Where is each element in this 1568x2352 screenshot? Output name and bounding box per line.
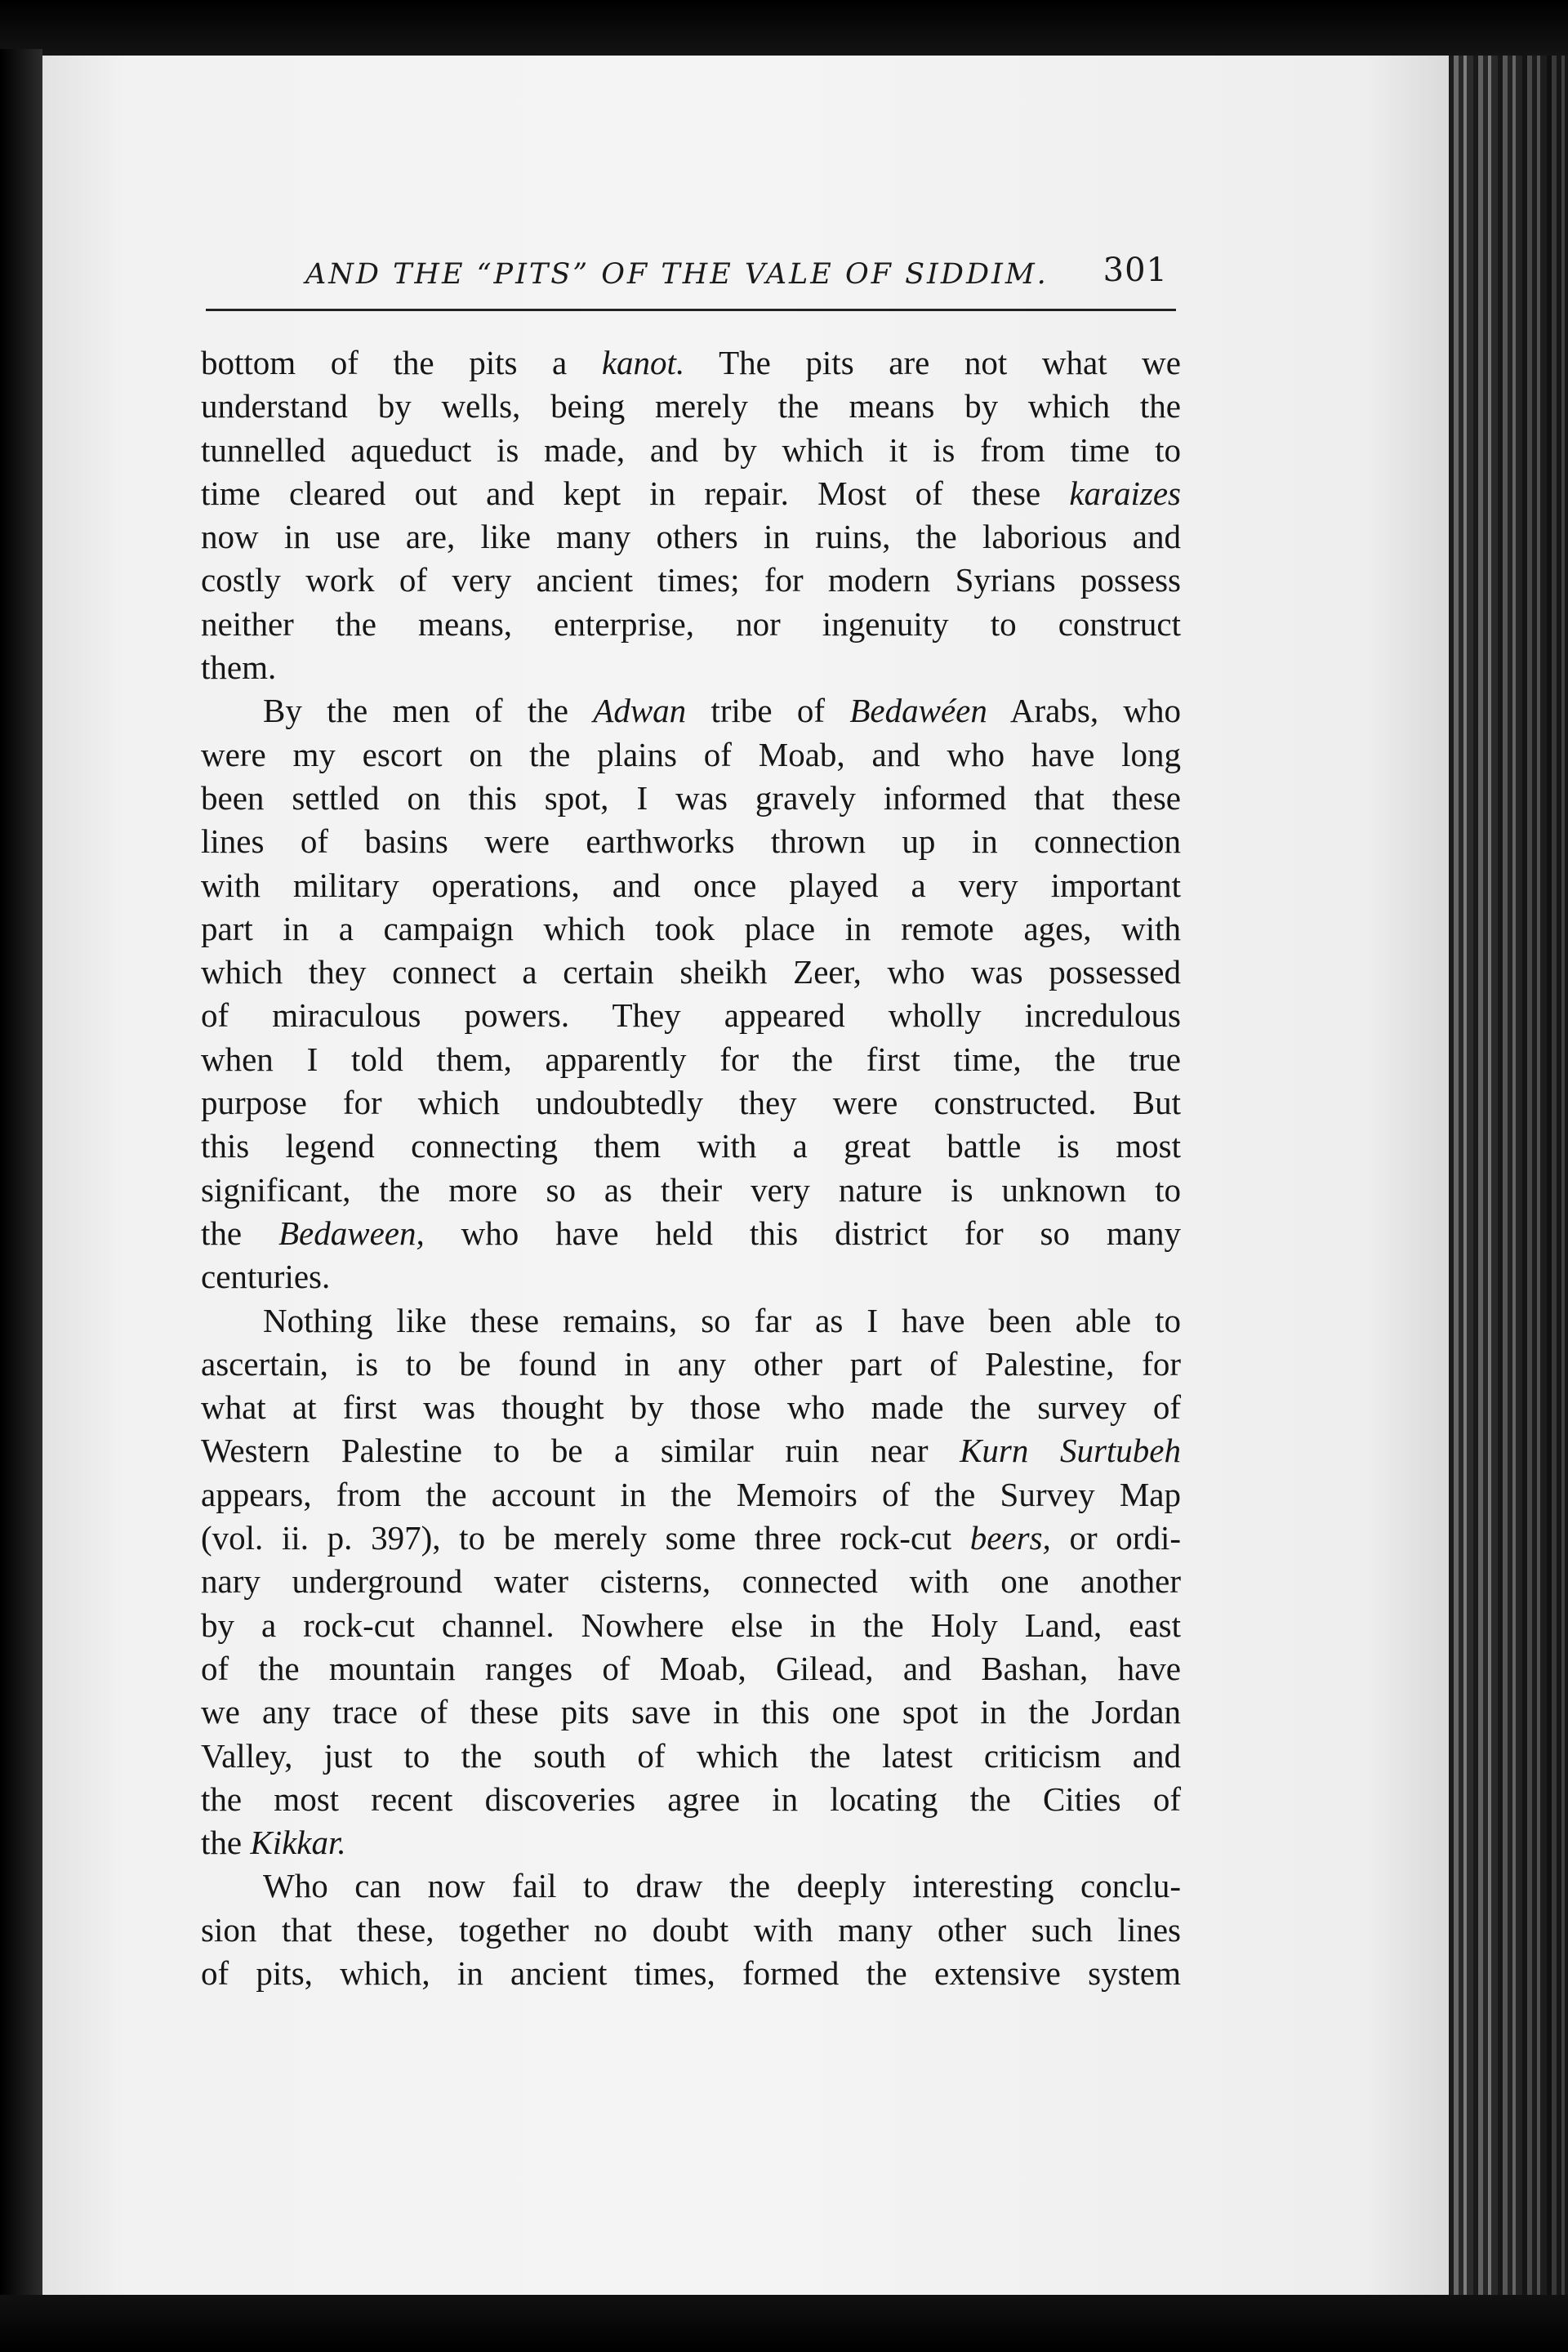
text-run: bottom of the pits a	[201, 344, 602, 381]
text-run: we any trace of these pits save in this one spot in the Jordan	[201, 1693, 1181, 1731]
text-line	[201, 1864, 1181, 1908]
text-run: Valley, just to the south of which the latest criticism and	[201, 1736, 1181, 1775]
text-run: By the men of the	[263, 692, 594, 730]
text-run: with military operations, and once played a very important	[201, 866, 1181, 904]
text-line	[201, 559, 1181, 602]
text-run: by a rock-cut channel. Nowhere else in the Holy Land, east	[201, 1606, 1181, 1644]
text-line	[201, 1778, 1181, 1821]
text-run: the	[201, 1214, 278, 1252]
text-run: them.	[201, 648, 277, 687]
paragraph	[201, 1299, 1181, 1865]
text-run: which they connect a certain sheikh Zeer, who was possessed	[201, 953, 1181, 991]
text-line	[201, 1647, 1181, 1690]
italic-text: Adwan	[593, 692, 687, 730]
text-line	[201, 1429, 1181, 1472]
text-run: time cleared out and kept in repair. Most of these	[201, 474, 1070, 512]
text-run: lines of basins were earthworks thrown up in connection	[201, 822, 1181, 861]
text-run: (vol. ii. p. 397), to be merely some three rock-cut	[201, 1519, 970, 1557]
text-line	[201, 1821, 1181, 1864]
text-line	[201, 472, 1181, 515]
text-line	[201, 907, 1181, 951]
text-line	[201, 1038, 1181, 1081]
text-line	[201, 733, 1181, 777]
book-gutter-shadow	[0, 49, 42, 2303]
text-run: purpose for which undoubtedly they were constructed. But	[201, 1084, 1181, 1122]
italic-text: beers,	[969, 1519, 1051, 1557]
body-text	[201, 341, 1181, 1995]
text-line	[201, 646, 1181, 689]
text-line	[201, 1343, 1181, 1386]
text-line	[201, 1560, 1181, 1603]
text-run: appears, from the account in the Memoirs of the Survey Map	[201, 1475, 1181, 1513]
text-run: or ordi-	[1050, 1519, 1181, 1557]
text-run: costly work of very ancient times; for modern Syrians possess	[201, 561, 1181, 599]
text-line	[201, 1909, 1181, 1952]
text-run: The pits are not what we	[684, 344, 1181, 381]
text-run: when I told them, apparently for the first time, the true	[201, 1040, 1181, 1078]
text-line	[201, 603, 1181, 646]
italic-text: Bedawéen	[849, 692, 987, 730]
italic-text: Bedaween,	[278, 1214, 425, 1252]
paragraph	[201, 689, 1181, 1298]
text-line	[201, 1517, 1181, 1560]
text-run: the	[201, 1824, 251, 1862]
text-line	[201, 689, 1181, 733]
text-run: were my escort on the plains of Moab, and who have long	[201, 735, 1181, 773]
text-line	[201, 385, 1181, 428]
text-run: significant, the more so as their very nature is unknown to	[201, 1170, 1181, 1209]
text-run: sion that these, together no doubt with many other such lines	[201, 1910, 1181, 1949]
text-line	[201, 1690, 1181, 1734]
text-line	[201, 1952, 1181, 1995]
text-run: ascertain, is to be found in any other part of Palestine, for	[201, 1344, 1181, 1383]
running-title: AND THE “PITS” OF THE VALE OF SIDDIM.	[305, 258, 1049, 291]
text-line	[201, 429, 1181, 472]
page-number: 301	[1102, 252, 1168, 289]
text-run: of the mountain ranges of Moab, Gilead, and Bashan, have	[201, 1649, 1181, 1687]
text-line	[201, 994, 1181, 1037]
text-run: Arabs, who	[987, 692, 1181, 730]
text-line	[201, 820, 1181, 863]
text-line	[201, 864, 1181, 907]
text-line	[201, 1735, 1181, 1778]
italic-text: Kikkar.	[250, 1824, 346, 1862]
text-run: understand by wells, being merely the means by which the	[201, 387, 1181, 425]
text-line	[201, 1473, 1181, 1517]
text-line	[201, 1604, 1181, 1647]
text-line	[201, 1299, 1181, 1343]
paragraph	[201, 341, 1181, 689]
text-run: of miraculous powers. They appeared wholly incredulous	[201, 996, 1181, 1035]
text-run: this legend connecting them with a great battle is most	[201, 1127, 1181, 1165]
text-run: tunnelled aqueduct is made, and by which it is from time to	[201, 430, 1181, 469]
text-run: Who can now fail to draw the deeply interesting conclu-	[263, 1867, 1181, 1905]
text-line	[201, 515, 1181, 559]
italic-text: kanot.	[601, 344, 685, 381]
italic-text: Kurn Surtubeh	[960, 1432, 1181, 1470]
text-line	[201, 1081, 1181, 1125]
text-line	[201, 1212, 1181, 1255]
page-edges-shadow	[1449, 56, 1568, 2310]
text-run: tribe of	[686, 692, 850, 730]
text-run: nary underground water cisterns, connected with one another	[201, 1562, 1181, 1601]
text-run: of pits, which, in ancient times, formed the extensive system	[201, 1953, 1181, 1992]
text-line	[201, 1386, 1181, 1429]
text-run: Western Palestine to be a similar ruin near	[201, 1432, 960, 1470]
text-line	[201, 1125, 1181, 1168]
running-head	[196, 242, 1176, 307]
text-run: neither the means, enterprise, nor ingenuity to construct	[201, 604, 1181, 643]
scan-top-shadow	[0, 0, 1568, 57]
text-run: been settled on this spot, I was gravely informed that these	[201, 778, 1181, 817]
text-line	[201, 1255, 1181, 1298]
text-run: centuries.	[201, 1258, 331, 1296]
text-line	[201, 1169, 1181, 1212]
text-run: Nothing like these remains, so far as I have been able to	[263, 1301, 1181, 1339]
text-run: now in use are, like many others in ruins, the laborious and	[201, 518, 1181, 556]
text-run: what at first was thought by those who made the survey of	[201, 1388, 1181, 1427]
text-line	[201, 341, 1181, 385]
header-rule	[206, 309, 1176, 311]
text-run: part in a campaign which took place in remote ages, with	[201, 909, 1181, 947]
text-run: the most recent discoveries agree in locating the Cities of	[201, 1780, 1181, 1818]
paragraph	[201, 1864, 1181, 1995]
text-line	[201, 951, 1181, 994]
text-run: who have held this district for so many	[424, 1214, 1181, 1252]
italic-text: karaizes	[1069, 474, 1181, 512]
scan-bottom-shadow	[0, 2295, 1568, 2352]
text-line	[201, 777, 1181, 820]
